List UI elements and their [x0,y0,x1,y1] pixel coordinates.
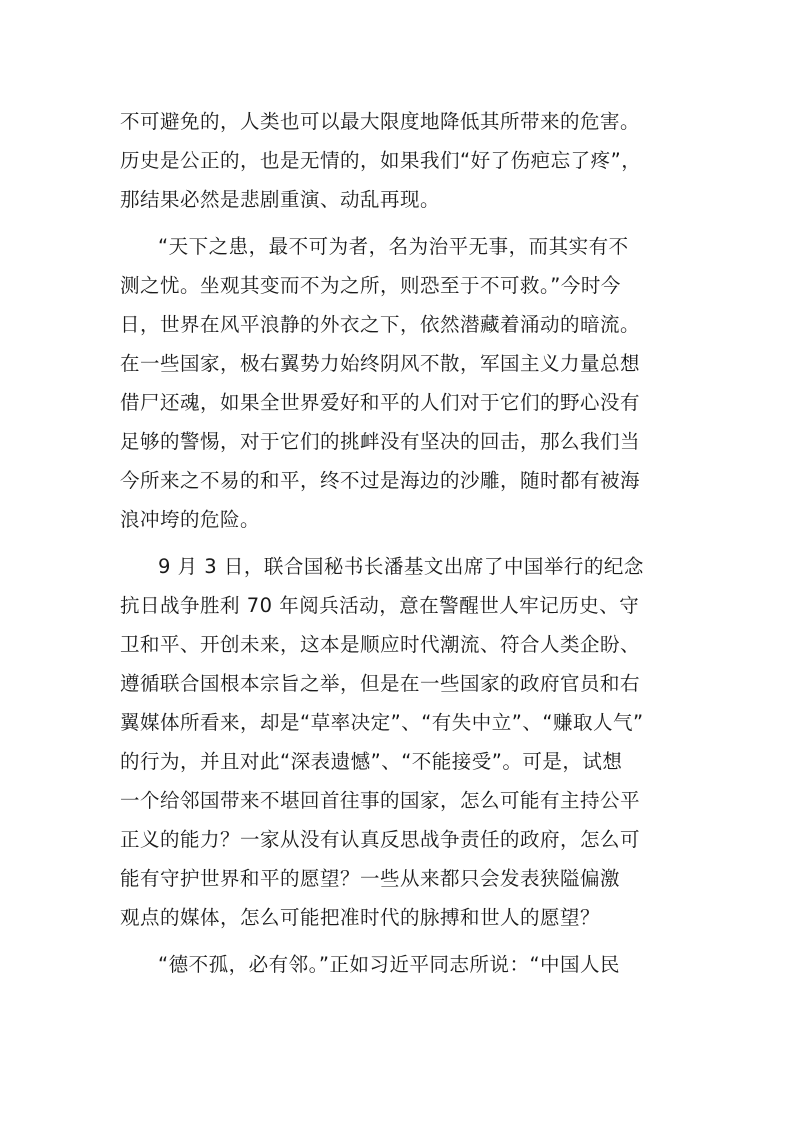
text-line: 的行为，并且对此“深表遗憾”、“不能接受”。可是，试想 [120,750,623,773]
text-line: 遵循联合国根本宗旨之举，但是在一些国家的政府官员和右 [120,672,641,695]
text-line: 不可避免的，人类也可以最大限度地降低其所带来的危害。 [120,110,641,133]
paragraph-start-line: “德不孤，必有邻。”正如习近平同志所说：“中国人民 [158,953,621,976]
text-line: 一个给邻国带来不堪回首往事的国家，怎么可能有主持公平 [120,789,641,812]
text-line: 日，世界在风平浪静的外衣之下，依然潜藏着涌动的暗流。 [120,313,641,336]
paragraph-start-line: “天下之患，最不可为者，名为治平无事，而其实有不 [158,235,629,258]
text-line: 借尸还魂，如果全世界爱好和平的人们对于它们的野心没有 [120,391,641,414]
text-line: 观点的媒体，怎么可能把准时代的脉搏和世人的愿望？ [120,906,601,929]
text-line: 今所来之不易的和平，终不过是海边的沙雕，随时都有被海 [120,469,641,492]
text-line: 在一些国家，极右翼势力始终阴风不散，军国主义力量总想 [120,352,641,375]
text-line: 足够的警惕，对于它们的挑衅没有坚决的回击，那么我们当 [120,430,641,453]
paragraph-start-line: 9 月 3 日，联合国秘书长潘基文出席了中国举行的纪念 [158,555,644,578]
text-line: 正义的能力？一家从没有认真反思战争责任的政府，怎么可 [120,828,641,851]
text-line: 能有守护世界和平的愿望？一些从来都只会发表狭隘偏激 [120,867,621,890]
text-line: 抗日战争胜利 70 年阅兵活动，意在警醒世人牢记历史、守 [120,594,640,617]
text-line: 卫和平、开创未来，这本是顺应时代潮流、符合人类企盼、 [120,633,641,656]
text-line: 浪冲垮的危险。 [120,508,261,531]
text-line: 测之忧。坐观其变而不为之所，则恐至于不可救。”今时今 [120,274,621,297]
text-line: 那结果必然是悲剧重演、动乱再现。 [120,188,441,211]
text-line: 历史是公正的，也是无情的，如果我们“好了伤疤忘了疼”， [120,149,642,172]
text-line: 翼媒体所看来，却是“草率决定”、“有失中立”、“赚取人气” [120,711,644,734]
